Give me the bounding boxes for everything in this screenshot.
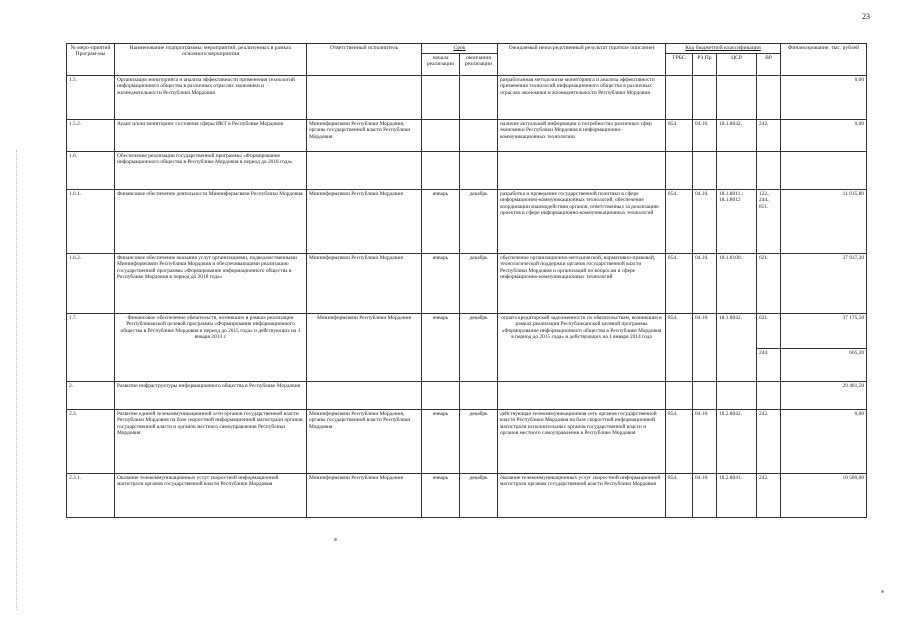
- header-term-start: начала реализации: [422, 54, 460, 76]
- table-row: [67, 474, 867, 518]
- row-grbs: 854.: [666, 254, 693, 314]
- row-financing-2: 605,20: [849, 350, 865, 356]
- row-start: январь: [422, 410, 460, 474]
- row-result: разработка и проведение государственной политики в сфере информационно-коммуникационных технологий, обеспечение координации взаимодействия органов, ответственных за реализацию проектов в сфере информационно-коммуникационных технологий: [498, 190, 666, 254]
- row-name: Организация мониторинга и анализа эффективности применения технологий информационного общества в различных отраслях экономики и жизнедеятельности Республики Мордовия: [115, 76, 307, 120]
- row-rz: 04.10.: [693, 474, 717, 518]
- row-name: Обеспечение реализации государственной программы «Формирование информационного общества в Республике Мордовия в период до 2018 года»: [115, 152, 307, 190]
- row-executor: Мининформсвязи Республики Мордовия: [307, 190, 422, 254]
- row-name: Оказание телекоммуникационных услуг скоростной информационной магистрали органов государственной власти Республики Мордовия: [115, 474, 307, 518]
- row-csr: [717, 152, 757, 190]
- row-vr: 621.: [757, 254, 781, 314]
- row-financing: 10 500,00: [781, 474, 867, 518]
- table-row: [67, 152, 867, 190]
- row-num: 2.3.: [67, 410, 115, 474]
- row-num: 1.5.2.: [67, 120, 115, 152]
- row-name: Финансовое обеспечение оказания услуг организациями, подведомственными Мининформсвязи Республики Мордовия и обеспечивающими реализацию государственной программы «Формирование информационного общества в Республике Мордовия в период до 2018 года»: [115, 254, 307, 314]
- row-result: действующая телекоммуникационная сеть органов государственной власти Республики Мордовия на базе скоростной информационной магистрали исполнительных органов государственной власти и органов местного самоуправления в Республике Мордовия: [498, 410, 666, 474]
- row-csr: 18.1.8100.: [717, 254, 757, 314]
- row-financing: 0,00: [781, 76, 867, 120]
- row-result: оплата кредиторской задолженности по обязательствам, возникшим в рамках реализации Республиканской целевой программы «Формирование информационного общества в Республике Мордовия в период до 2015 года» и действующих на 1 января 2014 года: [498, 314, 666, 382]
- row-name: Аудит и/или мониторинг состояния сферы ИКТ в Республике Мордовия: [115, 120, 307, 152]
- table-row: [67, 254, 867, 314]
- header-name: Наименование подпрограммы, мероприятий, реализуемых в рамках основного мероприятия: [115, 44, 307, 76]
- row-executor: Мининформсвязи Республики Мордовия: [307, 474, 422, 518]
- row-rz: [693, 76, 717, 120]
- row-rz: 04.10.: [693, 254, 717, 314]
- row-financing: 37 937,20: [781, 254, 867, 314]
- row-vr: [757, 76, 781, 120]
- header-rz: РЗ Пр: [693, 54, 717, 76]
- row-start: январь: [422, 254, 460, 314]
- row-grbs: [666, 76, 693, 120]
- row-end: декабрь: [460, 254, 498, 314]
- row-num: 1.6.1.: [67, 190, 115, 254]
- header-budget-codes: Код бюджетной классификации: [666, 44, 781, 54]
- row-csr: [717, 382, 757, 410]
- row-end: [460, 152, 498, 190]
- row-result: оказание телекоммуникационных услуг скоростной информационной магистрали органам государственной власти Республики Мордовия: [498, 474, 666, 518]
- row-grbs: 854.: [666, 190, 693, 254]
- row-executor: Мининформсвязи Республики Мордовия: [307, 254, 422, 314]
- row-executor: [307, 76, 422, 120]
- row-start: [422, 382, 460, 410]
- row-grbs: 854.: [666, 474, 693, 518]
- row-start: январь: [422, 474, 460, 518]
- row-result: [498, 382, 666, 410]
- row-num: 1.5.: [67, 76, 115, 120]
- header-grbs: ГРБС: [666, 54, 693, 76]
- row-start: январь: [422, 190, 460, 254]
- header-financing: Финансирование, тыс. рублей: [781, 44, 867, 76]
- row-financing: 11 035,80: [781, 190, 867, 254]
- scan-speck: [334, 538, 337, 541]
- row-start: январь: [422, 314, 460, 382]
- table-row: [67, 410, 867, 474]
- row-csr: 18.2.8042.: [717, 410, 757, 474]
- row-end: [460, 120, 498, 152]
- row-vr: 621.: [757, 314, 780, 349]
- row-rz: 04.10.: [693, 190, 717, 254]
- program-table: [66, 43, 867, 518]
- row-financing: 29 461,50: [781, 382, 867, 410]
- row-name: Финансовое обеспечение обязательств, возникших в рамках реализации Республиканской целевой программы «Формирование информационного общества в Республике Мордовия в период до 2015 года» и действующих на 1 января 2014 г.: [115, 314, 307, 382]
- header-vr: ВР: [757, 54, 781, 76]
- row-vr: 242.: [757, 474, 781, 518]
- row-end: [460, 76, 498, 120]
- row-start: [422, 152, 460, 190]
- row-num: 1.6.2.: [67, 254, 115, 314]
- row-end: декабрь: [460, 190, 498, 254]
- row-vr: [757, 382, 781, 410]
- row-name: Развитие единой телекоммуникационной сети органов государственной власти Республики Мордовия на базе скоростной информационной магистрали органов государственной власти и органов местного самоуправления Республики Мордовия: [115, 410, 307, 474]
- table-row: [67, 314, 867, 382]
- row-vr: 122., 244., 851.: [757, 190, 781, 254]
- row-vr: 242.: [757, 120, 781, 152]
- row-rz: 04.10.: [693, 410, 717, 474]
- header-term-end: окончания реализации: [460, 54, 498, 76]
- header-result: Ожидаемый непосредственный результат (краткое описание): [498, 44, 666, 76]
- row-vr: 242.: [757, 410, 781, 474]
- table-row: [67, 190, 867, 254]
- header-csr: ЦСР: [717, 54, 757, 76]
- row-num: 1.6.: [67, 152, 115, 190]
- row-rz: 04.10.: [693, 314, 717, 382]
- row-executor: [307, 382, 422, 410]
- row-grbs: 854.: [666, 120, 693, 152]
- header-term: Срок: [422, 44, 498, 54]
- row-vr-split: [757, 314, 781, 382]
- header-executor: Ответственный исполнитель: [307, 44, 422, 76]
- header-num: № меро-приятий Програм-мы: [67, 44, 115, 76]
- row-csr: 18.1.8011.; 18.1.8012: [717, 190, 757, 254]
- row-result: [498, 152, 666, 190]
- row-end: декабрь: [460, 314, 498, 382]
- row-grbs: [666, 382, 693, 410]
- row-executor: [307, 152, 422, 190]
- row-name: Развитие инфраструктуры информационного общества в Республике Мордовия: [115, 382, 307, 410]
- row-end: декабрь: [460, 410, 498, 474]
- row-financing: 37 175,50: [781, 314, 866, 349]
- row-end: [460, 382, 498, 410]
- row-rz: [693, 382, 717, 410]
- row-start: [422, 76, 460, 120]
- table-row: [67, 120, 867, 152]
- row-executor: Мининформсвязи Республики Мордовия: [307, 314, 422, 382]
- row-csr: 18.2.8041.: [717, 474, 757, 518]
- row-csr: 18.1.8042.: [717, 314, 757, 382]
- binding-margin: [16, 150, 18, 610]
- row-csr: [717, 76, 757, 120]
- row-executor: Мининформсвязи Республики Мордовия, органы государственной власти Республики Мордовия: [307, 410, 422, 474]
- table-row: [67, 76, 867, 120]
- row-result: разработанная методология мониторинга и анализа эффективности применения технологий информационного общества в различных отраслях экономики и жизнедеятельности Республики Мордовия: [498, 76, 666, 120]
- row-rz: 04.10.: [693, 120, 717, 152]
- row-vr-2: 244.: [759, 350, 769, 356]
- row-num: 2.: [67, 382, 115, 410]
- scan-speck: [881, 590, 884, 593]
- row-financing-split: [781, 314, 867, 382]
- row-vr: [757, 152, 781, 190]
- row-end: декабрь: [460, 474, 498, 518]
- row-grbs: [666, 152, 693, 190]
- row-num: 2.3.1.: [67, 474, 115, 518]
- row-financing: 0,00: [781, 410, 867, 474]
- row-financing: [781, 152, 867, 190]
- page-number: 23: [862, 12, 870, 21]
- row-rz: [693, 152, 717, 190]
- row-financing: 0,00: [781, 120, 867, 152]
- row-result: наличие актуальной информации о потребностях различных сфер экономики Республики Мордовия в информационно-коммуникационных технологиях: [498, 120, 666, 152]
- row-grbs: 854.: [666, 410, 693, 474]
- row-name: Финансовое обеспечение деятельности Мининформсвязи Республики Мордовия: [115, 190, 307, 254]
- row-result: обеспечение организационно-методической, нормативно-правовой, технологической поддержки органов государственной власти Республики Мордовия и организаций по вопросам в сфере информационно-коммуникационных технологий: [498, 254, 666, 314]
- row-csr: 18.1.8042.: [717, 120, 757, 152]
- row-start: [422, 120, 460, 152]
- row-num: 1.7.: [67, 314, 115, 382]
- row-executor: Мининформсвязи Республики Мордовия, органы государственной власти Республики Мордовия: [307, 120, 422, 152]
- row-grbs: 854.: [666, 314, 693, 382]
- table-row: [67, 382, 867, 410]
